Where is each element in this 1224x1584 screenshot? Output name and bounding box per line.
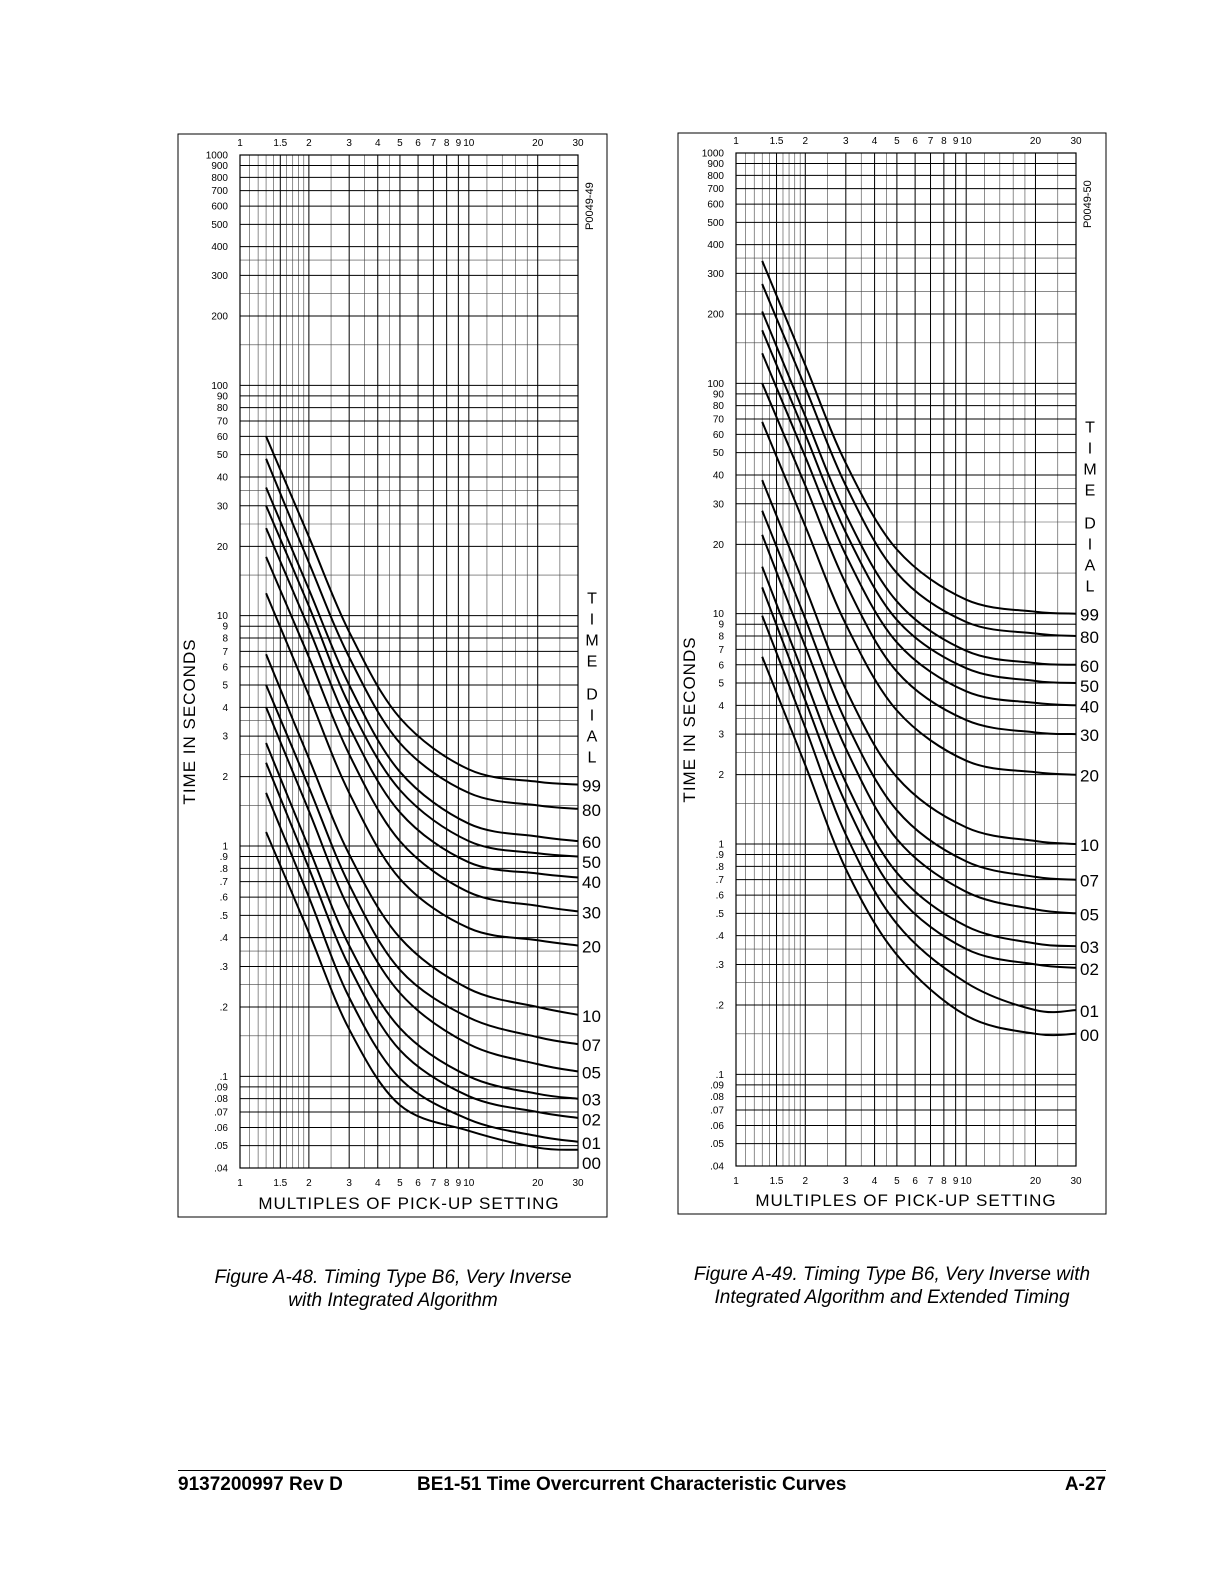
x-tick-label: 2 [306,1178,312,1189]
y-tick-label: 600 [211,201,228,213]
y-tick-label: 80 [712,401,724,413]
curve-label-80: 80 [1080,627,1099,647]
y-tick-label: 30 [216,501,228,513]
curve-label-01: 01 [1080,1002,1099,1022]
x-tick-label: 1 [237,1178,243,1189]
x-tick-label: 4 [374,1178,381,1189]
y-tick-label: .07 [214,1107,228,1119]
y-tick-label: 400 [211,242,228,254]
curve-label-99: 99 [582,776,601,796]
curve-label-30: 30 [582,903,601,923]
x-tick-label-top: 6 [415,138,421,149]
x-tick-label: 9 [952,1176,959,1187]
curve-label-40: 40 [1080,697,1099,717]
x-tick-label-top: 2 [306,138,312,149]
curve-dial-80 [762,284,1076,636]
x-tick-label: 1 [733,1176,739,1187]
curve-label-50: 50 [1080,676,1099,696]
figure-a-49-caption [672,1263,1112,1309]
curve-label-99: 99 [1080,605,1099,625]
y-tick-label: 30 [712,499,724,511]
legend-title-char: A [586,728,598,746]
y-tick-label: .8 [219,863,228,875]
caption-line-2: Integrated Algorithm and Extended Timing [714,1287,1070,1308]
curve-label-03: 03 [582,1090,601,1110]
x-tick-label: 30 [572,1178,584,1189]
y-tick-label: .6 [715,890,724,902]
y-tick-label: 900 [211,161,228,173]
x-tick-label: 5 [397,1178,403,1189]
x-tick-label-top: 2 [802,136,809,147]
x-tick-label: 20 [532,1178,544,1189]
x-tick-label-top: 20 [532,138,544,149]
legend-title-char: D [586,686,598,704]
x-tick-label-top: 1 [237,138,243,149]
y-tick-label: .1 [219,1071,228,1083]
y-tick-label: 1 [718,839,724,851]
curve-dial-01 [266,793,578,1142]
x-tick-label: 10 [463,1178,475,1189]
y-tick-label: 50 [216,450,228,462]
y-tick-label: 1000 [205,150,228,162]
curve-label-20: 20 [582,937,601,957]
legend-title-char: I [1087,536,1093,554]
curve-label-20: 20 [1080,766,1099,786]
x-tick-label-top: 1.5 [769,136,784,147]
y-tick-label: 9 [222,621,228,633]
y-tick-label: 40 [712,470,724,482]
x-tick-label: 3 [843,1176,849,1187]
x-tick-label-top: 20 [1029,136,1042,147]
curve-label-05: 05 [1080,905,1099,925]
curve-label-07: 07 [582,1036,601,1056]
y-tick-label: .07 [710,1105,724,1117]
x-tick-label: 20 [1029,1176,1042,1187]
y-tick-label: 60 [216,431,228,443]
y-tick-label: 8 [718,631,724,643]
y-tick-label: .3 [715,959,724,971]
y-tick-label: 3 [222,731,228,743]
y-tick-label: .04 [710,1161,724,1173]
legend-title-char: D [1084,515,1096,533]
x-tick-label: 8 [443,1178,450,1189]
legend-title-char: M [585,632,599,650]
y-tick-label: 50 [712,448,724,460]
x-tick-label-top: 4 [871,136,878,147]
legend-title-char: I [589,611,595,629]
y-tick-label: 6 [718,660,724,672]
x-tick-label-top: 10 [463,138,475,149]
y-tick-label: 3 [718,729,724,741]
footer-doc-number: 9137200997 Rev D [178,1474,343,1495]
curve-label-60: 60 [1080,656,1099,676]
y-tick-label: 800 [707,170,724,182]
y-tick-label: .4 [219,933,228,945]
y-tick-label: 200 [707,309,724,321]
y-tick-label: .7 [219,877,228,889]
legend-title-char: T [1085,419,1095,437]
x-tick-label: 1.5 [769,1176,784,1187]
curve-dial-01 [762,616,1076,1012]
y-tick-label: 5 [222,680,228,692]
caption-line-2: with Integrated Algorithm [288,1290,498,1311]
y-tick-label: 20 [216,541,228,553]
y-tick-label: 7 [222,646,228,658]
y-tick-label: .3 [219,961,228,973]
curve-label-05: 05 [582,1063,601,1083]
y-tick-label: 1000 [701,148,724,160]
x-axis-label: MULTIPLES OF PICK-UP SETTING [755,1191,1057,1210]
legend-title-char: E [1084,482,1096,500]
y-tick-label: 90 [216,391,228,403]
y-tick-label: 1 [222,841,228,853]
curve-label-10: 10 [582,1006,601,1026]
x-tick-label: 4 [871,1176,878,1187]
y-tick-label: 700 [211,186,228,198]
x-tick-label-top: 9 [455,138,462,149]
x-tick-label-top: 7 [927,136,934,147]
x-tick-label: 8 [941,1176,947,1187]
caption-line-1: Figure A-49. Timing Type B6, Very Inverse with [693,1264,1091,1285]
curve-dial-05 [762,535,1076,914]
curve-label-02: 02 [582,1110,601,1130]
y-tick-label: .08 [214,1094,228,1106]
x-tick-label-top: 8 [941,136,947,147]
curve-label-00: 00 [1080,1025,1099,1045]
y-tick-label: .2 [715,1000,724,1012]
legend-title-char: T [587,590,597,608]
x-tick-label-top: 4 [374,138,381,149]
x-tick-label: 7 [430,1178,437,1189]
y-tick-label: 6 [222,662,228,674]
y-tick-label: 800 [211,172,228,184]
x-tick-label: 3 [346,1178,352,1189]
y-axis-label: TIME IN SECONDS [680,636,699,803]
curve-label-60: 60 [582,833,601,853]
y-tick-label: 900 [707,159,724,171]
y-tick-label: 40 [216,472,228,484]
legend-title-char: L [1085,578,1095,596]
curve-dial-05 [266,707,578,1071]
curve-label-80: 80 [582,800,601,820]
y-tick-label: .09 [214,1082,228,1094]
x-tick-label: 1.5 [273,1178,288,1189]
footer-title: BE1-51 Time Overcurrent Characteristic Curves [417,1474,847,1495]
y-tick-label: .9 [219,852,228,864]
x-tick-label-top: 7 [430,138,437,149]
x-tick-label: 10 [960,1176,972,1187]
curve-label-03: 03 [1080,938,1099,958]
x-tick-label: 7 [927,1176,934,1187]
y-tick-label: 400 [707,240,724,252]
y-tick-label: .09 [710,1080,724,1092]
y-tick-label: .7 [715,875,724,887]
x-tick-label-top: 30 [1070,136,1082,147]
y-tick-label: 20 [712,539,724,551]
y-tick-label: 90 [712,389,724,401]
y-tick-label: 100 [211,380,228,392]
y-tick-label: .2 [219,1002,228,1014]
y-tick-label: .9 [715,850,724,862]
legend-title [585,590,598,766]
legend-title-char: E [586,653,598,671]
curve-label-00: 00 [582,1153,601,1173]
legend-title [1083,420,1096,596]
x-tick-label-top: 5 [397,138,403,149]
caption-line-1: Figure A-48. Timing Type B6, Very Inverse [214,1267,572,1288]
y-tick-label: 500 [211,219,228,231]
x-tick-label: 6 [912,1176,918,1187]
y-tick-label: .05 [710,1139,724,1151]
y-tick-label: 600 [707,199,724,211]
y-tick-label: 5 [718,678,724,690]
y-tick-label: .06 [710,1120,724,1132]
x-tick-label-top: 9 [952,136,959,147]
x-tick-label-top: 3 [843,136,849,147]
figure-code: P0049-50 [1082,180,1094,228]
y-tick-label: 700 [707,184,724,196]
x-tick-label-top: 1 [733,136,739,147]
y-tick-label: .08 [710,1092,724,1104]
curves [762,261,1076,1035]
x-tick-label: 30 [1070,1176,1082,1187]
chart-frame [678,133,1106,1214]
footer-page-number: A-27 [1064,1474,1106,1495]
grid [736,153,1076,1166]
y-tick-label: 70 [712,414,724,426]
x-tick-label-top: 8 [443,138,450,149]
y-tick-label: 100 [707,378,724,390]
curve-dial-80 [266,459,578,809]
y-tick-label: 70 [216,416,228,428]
legend-title-char: A [1084,557,1096,575]
curve-label-30: 30 [1080,726,1099,746]
y-tick-label: 7 [718,644,724,656]
y-tick-label: 2 [222,772,228,784]
chart-figure-a-48 [178,134,607,1217]
y-tick-label: .06 [214,1122,228,1134]
curve-label-01: 01 [582,1133,601,1153]
curve-dial-30 [762,383,1076,734]
y-tick-label: 200 [211,311,228,323]
chart-figure-a-49 [678,133,1106,1214]
x-tick-label: 5 [894,1176,900,1187]
y-tick-label: .5 [219,910,228,922]
y-tick-label: .6 [219,892,228,904]
y-tick-label: 10 [712,609,724,621]
y-tick-label: .1 [715,1069,724,1081]
legend-title-char: I [589,707,595,725]
figure-code: P0049-49 [584,182,596,230]
x-tick-label-top: 3 [346,138,352,149]
y-tick-label: .5 [715,908,724,920]
y-tick-label: 10 [216,611,228,623]
y-tick-label: 8 [222,633,228,645]
y-tick-label: 4 [222,702,228,714]
curves [266,436,578,1149]
y-tick-label: .05 [214,1141,228,1153]
grid [240,155,578,1168]
y-tick-label: 9 [718,619,724,631]
curve-label-50: 50 [582,853,601,873]
y-tick-label: 4 [718,700,724,712]
curve-label-02: 02 [1080,959,1099,979]
footer-rule [178,1470,1106,1471]
y-tick-label: 500 [707,217,724,229]
y-tick-label: 300 [211,270,228,282]
y-tick-label: .4 [715,931,724,943]
x-tick-label: 6 [415,1178,421,1189]
x-tick-label-top: 6 [912,136,918,147]
legend-title-char: M [1083,461,1097,479]
y-tick-label: .04 [214,1163,228,1175]
x-tick-label-top: 10 [960,136,972,147]
y-tick-label: 300 [707,268,724,280]
curve-label-07: 07 [1080,871,1099,891]
figure-a-48-caption [173,1266,613,1312]
x-tick-label-top: 5 [894,136,900,147]
legend-title-char: I [1087,440,1093,458]
curve-label-40: 40 [582,873,601,893]
x-axis-label: MULTIPLES OF PICK-UP SETTING [258,1194,560,1213]
x-tick-label-top: 30 [572,138,584,149]
x-tick-label: 2 [802,1176,809,1187]
y-tick-label: .8 [715,861,724,873]
y-axis-label: TIME IN SECONDS [180,638,199,805]
curve-dial-07 [762,511,1076,880]
x-tick-label: 9 [455,1178,462,1189]
y-tick-label: 60 [712,429,724,441]
curve-dial-99 [266,436,578,784]
x-tick-label-top: 1.5 [273,138,288,149]
y-tick-label: 2 [718,770,724,782]
chart-frame [178,134,607,1217]
curve-label-10: 10 [1080,836,1099,856]
legend-title-char: L [587,749,597,767]
y-tick-label: 80 [216,403,228,415]
